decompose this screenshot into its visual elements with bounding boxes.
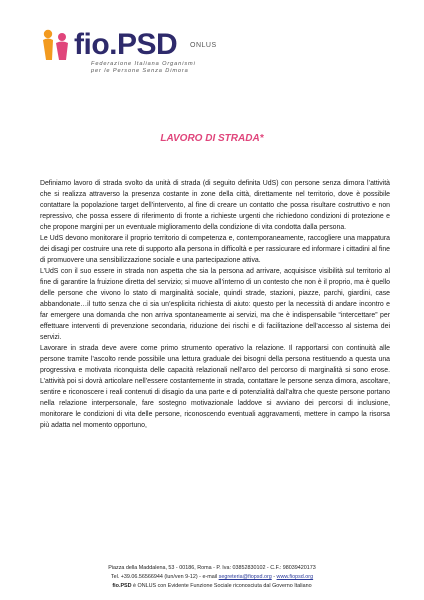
onlus-label: ONLUS — [190, 42, 217, 49]
footer-tel: Tel. +39.06.56566944 (lun/ven 9-12) - e-mail — [110, 573, 218, 580]
tagline — [91, 61, 196, 74]
footer-contacts — [0, 573, 424, 582]
footer — [0, 564, 424, 590]
tagline-line-1: Federazione Italiana Organismi — [91, 61, 196, 67]
paragraph: L’UdS con il suo essere in strada non aspetta che sia la persona ad arrivare, acquisisce visibilità sul territorio al fine di garantire la fruizione diretta del servizio; si muove all’interno di un contesto che non è il proprio, ma è quello delle persone che vivono lo stato di marginalità sociale, quindi strade, stazioni, piazze, parchi, giardini, case abbandonate…il tutto senza che ci sia un’esplicita richiesta di aiuto: questo per la necessità di andare incontro e far emergere una domanda che non arriva spontaneamente ai servizi, ma che è indispensabile “intercettare” per effettuare interventi di prevenzione secondaria, riduzione dei rischi e di facilitazione dell’accesso al sistema dei servizi. — [40, 268, 390, 341]
body-text — [40, 178, 390, 431]
page-title: LAVORO DI STRADA* — [160, 133, 264, 144]
people-logo-icon — [40, 28, 72, 62]
footer-separator: - — [273, 573, 276, 580]
tagline-line-2: per le Persone Senza Dimora — [91, 67, 189, 74]
footer-org-desc: è ONLUS con Evidente Funzione Sociale riconosciuta dal Governo Italiano — [133, 582, 312, 589]
footer-address: Piazza della Maddalena, 53 - 00186, Roma - P. Iva: 03852830102 - C.F.: 98039420173 — [108, 565, 316, 571]
logo-text: fio.PSD — [74, 28, 178, 61]
email-link[interactable]: segreteria@fiopsd.org — [218, 573, 272, 580]
footer-org-name: fio.PSD — [112, 582, 132, 589]
paragraph: Lavorare in strada deve avere come primo strumento operativo la relazione. Il rapportarsi con continuità alle persone tramite l’ascolto rende possibile una lettura graduale dei bisogni della persona restituendo a questa una progressiva e motivata riconquista delle capacità relazionali nell’arco del percorso di marginalità si sono erose. L’attività poi si dovrà articolare nell’essere costantemente in strada, contattare le persone senza dimora, ascoltare, sentire e riconoscere i reali contenuti di disagio da una parte e di potenzialità dall’altra che queste persone portano nella relazione interpersonale, fare sostegno motivazionale laddove si avviano dei percorsi di inclusione, monitorare le condizioni di vita delle persone, riconoscendo eventuali aggravamenti, mettere in campo la risorsa più adatta nel momento opportuno, — [40, 345, 390, 429]
paragraph: Definiamo lavoro di strada svolto da unità di strada (di seguito definita UdS) con persone senza dimora l’attività che si realizza attraverso la presenza costante in zone della città, direttamente nel territorio, dove è possibile contattare la popolazione target dell’intervento, al fine di creare un contatto che possa risultare costruttivo e non repressivo, che possa essere di riferimento di fronte a richieste urgenti che richiedono condizioni di protezione e che propone margini per un eventuale miglioramento della condizione di vita condotta dalla persona. — [40, 180, 390, 231]
website-link[interactable]: www.fiopsd.org — [276, 573, 314, 580]
footer-org — [0, 582, 424, 591]
paragraph: Le UdS devono monitorare il proprio territorio di competenza e, contemporaneamente, raccogliere una mappatura dei disagi per costruire una rete di supporto alla persona in difficoltà e per rassicurare ed informare i cittadini al fine di promuovere una sensibilizzazione sociale e una partecipazione attiva. — [40, 235, 390, 264]
